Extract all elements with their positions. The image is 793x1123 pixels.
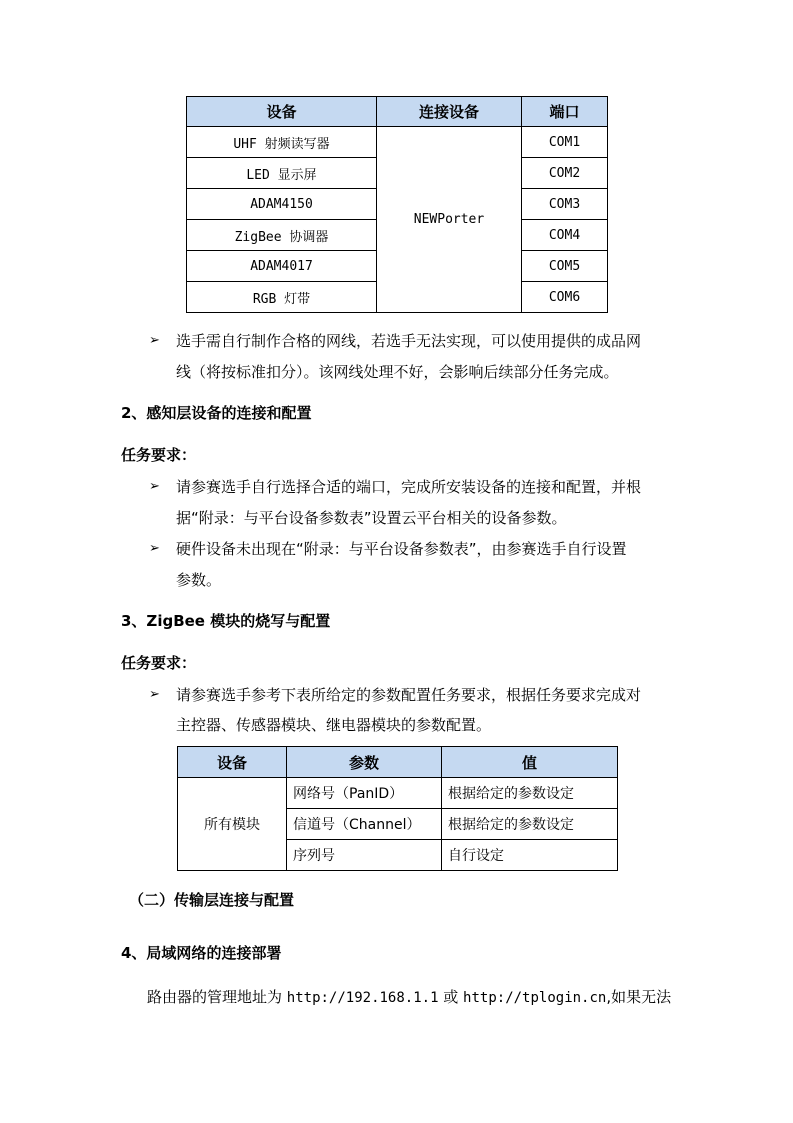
port-cell: COM3 [522,189,608,220]
connected-device-cell: NEWPorter [377,127,522,313]
paragraph-line [147,987,671,1008]
paragraph-line: 据“附录：与平台设备参数表”设置云平台相关的设备参数。 [176,509,567,527]
bullet-arrow-icon: ➢ [149,541,160,556]
device-cell: RGB 灯带 [187,282,377,313]
table-header-row [178,747,618,778]
param-cell: 网络号（PanID） [287,778,442,809]
col-header-value: 值 [442,747,618,778]
device-cell: 所有模块 [178,778,287,871]
paragraph-text: ,如果无法 [606,988,672,1006]
paragraph-line: 参数。 [176,571,222,589]
device-port-table [186,96,608,313]
bullet-arrow-icon: ➢ [149,687,160,702]
bullet-arrow-icon: ➢ [149,333,160,348]
device-cell: LED 显示屏 [187,158,377,189]
router-url-2: http://tplogin.cn [463,990,607,1006]
col-header-param: 参数 [287,747,442,778]
device-cell: ZigBee 协调器 [187,220,377,251]
table-row [178,778,618,809]
device-cell: ADAM4017 [187,251,377,282]
port-cell: COM6 [522,282,608,313]
zigbee-param-table [177,746,618,871]
router-url-1: http://192.168.1.1 [286,990,439,1006]
paragraph-text: 路由器的管理地址为 [147,988,287,1006]
section-heading: （二）传输层连接与配置 [129,891,295,909]
section-heading: 3、ZigBee 模块的烧写与配置 [121,612,331,630]
device-cell: ADAM4150 [187,189,377,220]
value-cell: 根据给定的参数设定 [442,809,618,840]
task-requirement-label: 任务要求： [121,446,197,464]
table-row [187,127,608,158]
paragraph-line: 选手需自行制作合格的网线，若选手无法实现，可以使用提供的成品网 [176,332,642,350]
section-heading: 4、局域网络的连接部署 [121,944,282,962]
paragraph-text: 或 [438,988,464,1006]
section-heading: 2、感知层设备的连接和配置 [121,404,312,422]
param-cell: 信道号（Channel） [287,809,442,840]
port-cell: COM2 [522,158,608,189]
value-cell: 根据给定的参数设定 [442,778,618,809]
paragraph-line: 线（将按标准扣分）。该网线处理不好，会影响后续部分任务完成。 [176,363,619,381]
col-header-device: 设备 [187,97,377,127]
port-cell: COM1 [522,127,608,158]
col-header-device: 设备 [178,747,287,778]
task-requirement-label: 任务要求： [121,654,197,672]
port-cell: COM5 [522,251,608,282]
value-cell: 自行设定 [442,840,618,871]
col-header-port: 端口 [522,97,608,127]
port-cell: COM4 [522,220,608,251]
paragraph-line: 主控器、传感器模块、继电器模块的参数配置。 [176,716,492,734]
paragraph-line: 请参赛选手自行选择合适的端口，完成所安装设备的连接和配置，并根 [176,478,642,496]
paragraph-line: 请参赛选手参考下表所给定的参数配置任务要求，根据任务要求完成对 [176,686,642,704]
paragraph-line: 硬件设备未出现在“附录：与平台设备参数表”，由参赛选手自行设置 [176,540,627,558]
bullet-arrow-icon: ➢ [149,479,160,494]
table-header-row [187,97,608,127]
col-header-connected-device: 连接设备 [377,97,522,127]
device-cell: UHF 射频读写器 [187,127,377,158]
param-cell: 序列号 [287,840,442,871]
